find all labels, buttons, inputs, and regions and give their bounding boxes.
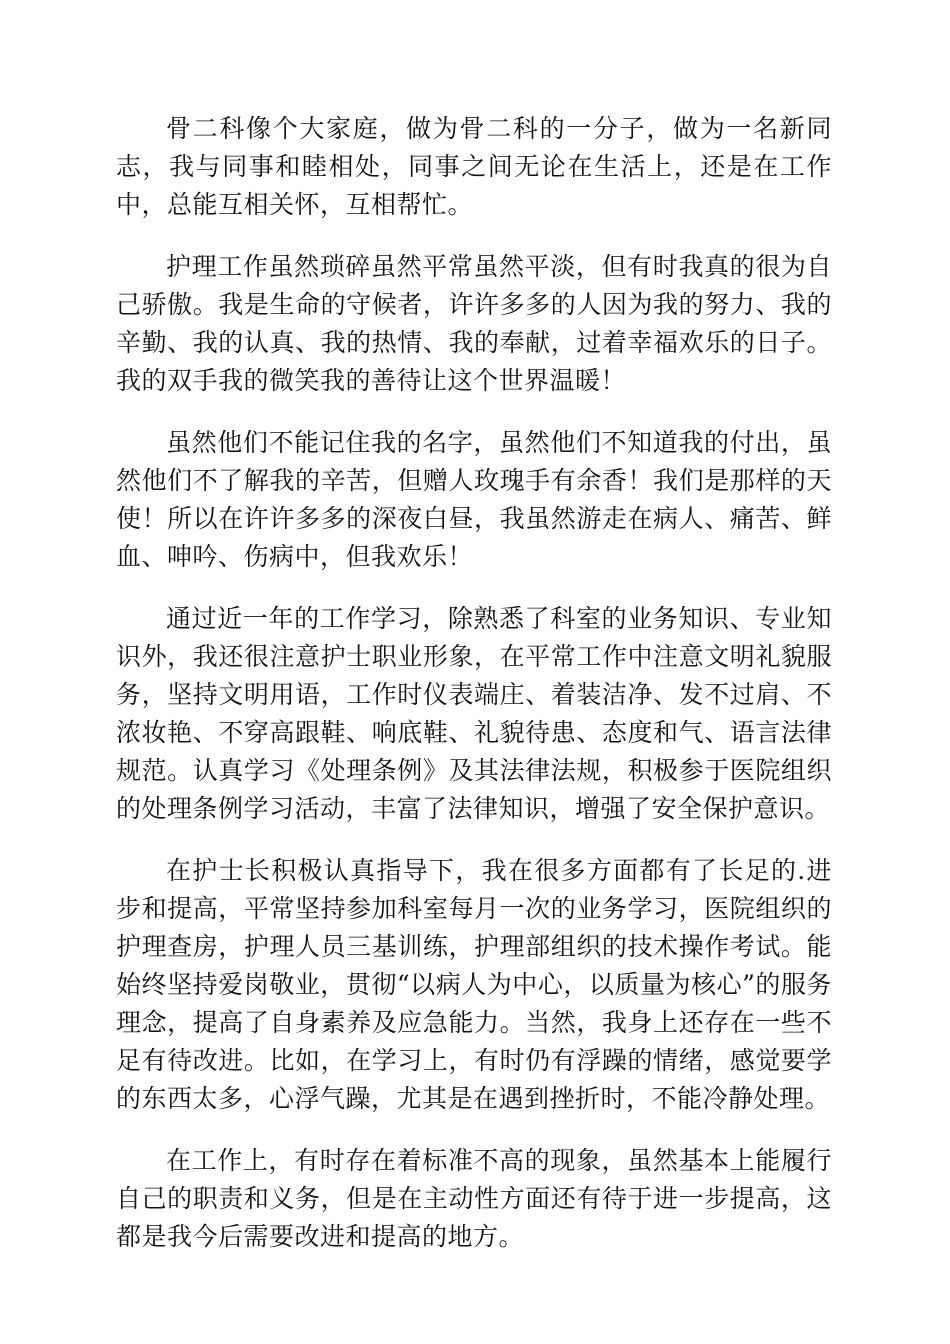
- paragraph-1: 骨二科像个大家庭，做为骨二科的一分子，做为一名新同志，我与同事和睦相处，同事之间无论在生活上，还是在工作中，总能互相关怀，互相帮忙。: [116, 114, 832, 219]
- paragraph-4: 通过近一年的工作学习，除熟悉了科室的业务知识、专业知识外，我还很注意护士职业形象，在平常工作中注意文明礼貌服务，坚持文明用语，工作时仪表端庄、着装洁净、发不过肩、不浓妆艳、不穿高跟鞋、响底鞋、礼貌待患、态度和气、语言法律规范。认真学习《处理条例》及其法律法规，积极参于医院组织的处理条例学习活动，丰富了法律知识，增强了安全保护意识。: [116, 604, 832, 823]
- paragraph-3: 虽然他们不能记住我的名字，虽然他们不知道我的付出，虽然他们不了解我的辛苦，但赠人玫瑰手有余香！我们是那样的天使！所以在许许多多的深夜白昼，我虽然游走在病人、痛苦、鲜血、呻吟、伤病中，但我欢乐！: [116, 428, 832, 571]
- paragraph-6: 在工作上，有时存在着标准不高的现象，虽然基本上能履行自己的职责和义务，但是在主动性方面还有待于进一步提高，这都是我今后需要改进和提高的地方。: [116, 1146, 832, 1251]
- document-body: [116, 110, 832, 1280]
- paragraph-5: 在护士长积极认真指导下，我在很多方面都有了长足的.进步和提高，平常坚持参加科室每月一次的业务学习，医院组织的护理查房，护理人员三基训练，护理部组织的技术操作考试。能始终坚持爱岗敬业，贯彻“以病人为中心，以质量为核心”的服务理念，提高了自身素养及应急能力。当然，我身上还存在一些不足有待改进。比如，在学习上，有时仍有浮躁的情绪，感觉要学的东西太多，心浮气躁，尤其是在遇到挫折时，不能冷静处理。: [116, 856, 832, 1113]
- paragraph-2: 护理工作虽然琐碎虽然平常虽然平淡，但有时我真的很为自己骄傲。我是生命的守候者，许许多多的人因为我的努力、我的辛勤、我的认真、我的热情、我的奉献，过着幸福欢乐的日子。我的双手我的微笑我的善待让这个世界温暖！: [116, 252, 832, 395]
